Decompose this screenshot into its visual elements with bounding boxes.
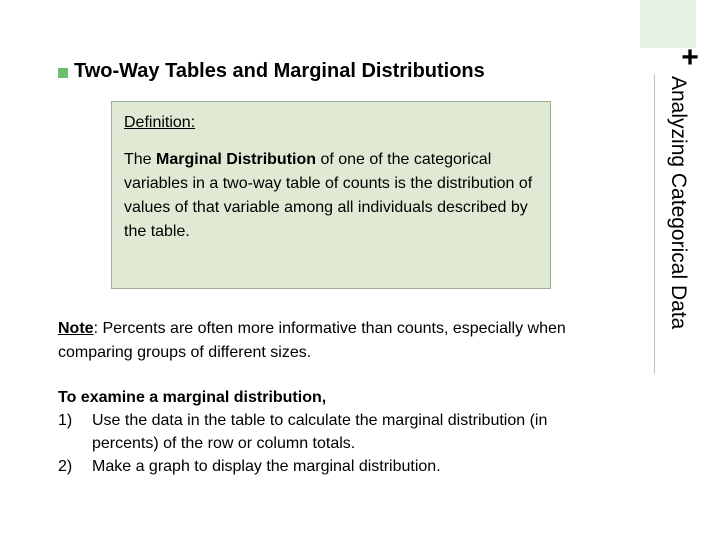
vertical-divider — [654, 74, 655, 374]
definition-box — [111, 101, 551, 289]
note-text: : Percents are often more informative than counts, especially when comparing groups of different sizes. — [58, 320, 566, 361]
definition-body — [124, 148, 538, 244]
examine-section — [58, 386, 598, 478]
slide-title-text: Two-Way Tables and Marginal Distributions — [74, 59, 485, 82]
plus-icon: + — [681, 41, 699, 74]
step-item — [58, 409, 598, 455]
definition-heading: Definition: — [124, 114, 196, 131]
side-title: Analyzing Categorical Data — [667, 76, 690, 330]
step-text: Make a graph to display the marginal distribution. — [92, 458, 441, 475]
definition-suffix: of one of the categorical variables in a two-way table of counts is the distribution of values of that variable among all individuals described by the table. — [124, 151, 533, 240]
slide-title — [58, 56, 485, 86]
step-item — [58, 455, 598, 478]
step-number: 2) — [58, 458, 73, 475]
step-number: 1) — [58, 412, 73, 429]
definition-prefix: The — [124, 151, 157, 168]
note-label: Note — [58, 320, 94, 337]
definition-term: Marginal Distribution — [156, 151, 317, 168]
examine-heading: To examine a marginal distribution, — [58, 389, 327, 406]
note-paragraph — [58, 317, 578, 365]
bullet-square-icon — [58, 68, 68, 78]
step-text: Use the data in the table to calculate the marginal distribution (in percents) of the row or column totals. — [92, 412, 548, 452]
